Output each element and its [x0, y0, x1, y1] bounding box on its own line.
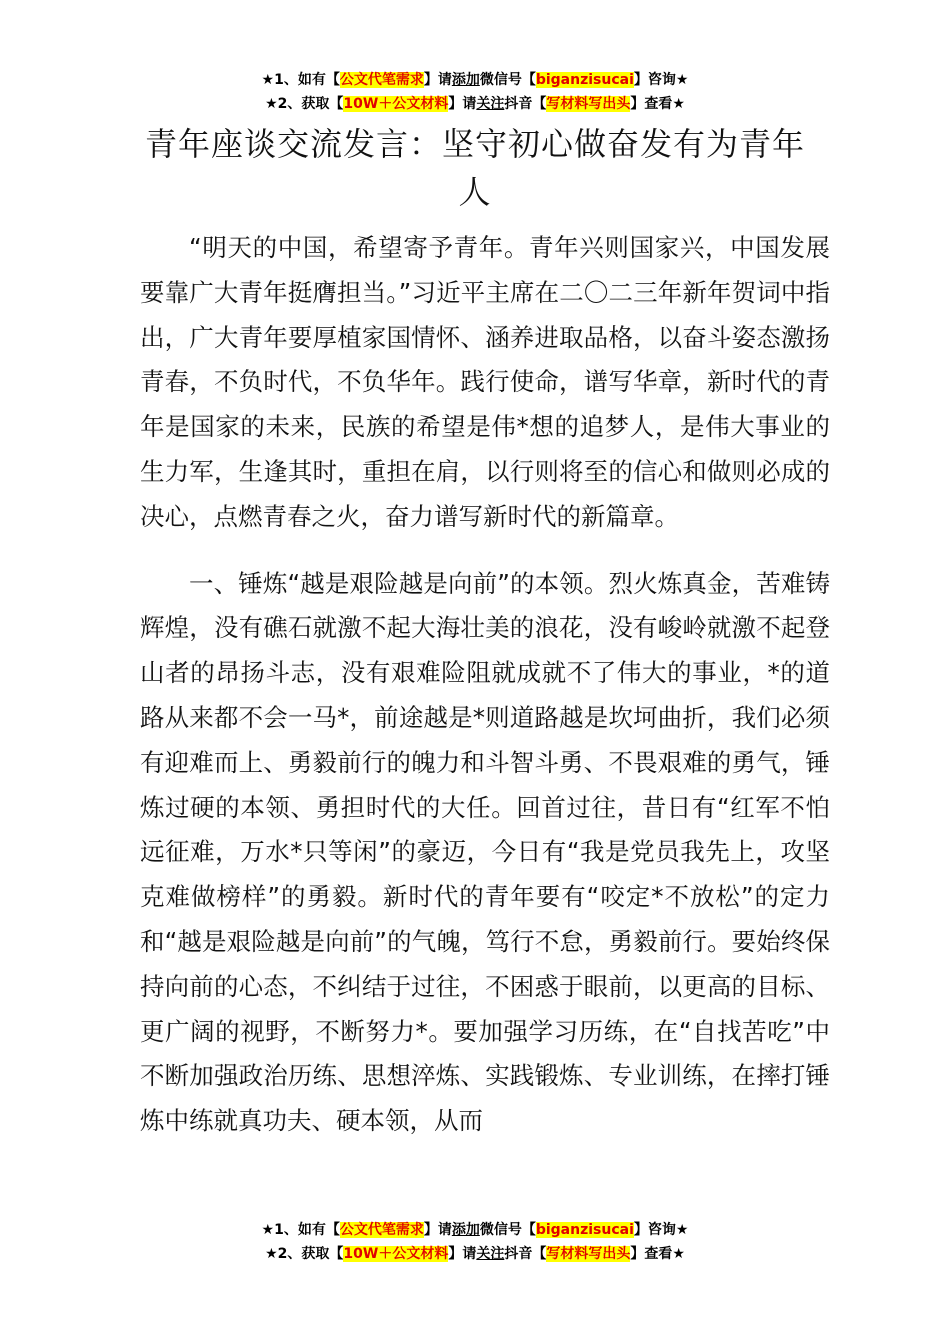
document-title: 青年座谈交流发言：坚守初心做奋发有为青年人	[144, 125, 805, 211]
banner-highlight: 公文代笔需求	[339, 1222, 424, 1238]
banner-wechat-id: biganzisucai	[535, 72, 634, 88]
header-banner	[0, 68, 950, 116]
banner-line-1: ★1、如有【公文代笔需求】请添加微信号【biganzisucai】咨询★	[261, 1222, 689, 1238]
banner-highlight: 10W＋公文材料	[343, 1246, 449, 1262]
paragraph: 一、锤炼“越是艰险越是向前”的本领。烈火炼真金，苦难铸辉煌，没有礁石就激不起大海壮美的浪花，没有峻岭就激不起登山者的昂扬斗志，没有艰难险阻就成就不了伟大的事业，*的道路从来都不会一马*，前途越是*则道路越是坎坷曲折，我们必须有迎难而上、勇毅前行的魄力和斗智斗勇、不畏艰难的勇气，锤炼过硬的本领、勇担时代的大任。回首过往，昔日有“红军不怕远征难，万水*只等闲”的豪迈，今日有“我是党员我先上，攻坚克难做榜样”的勇毅。新时代的青年要有“咬定*不放松”的定力和“越是艰险越是向前”的气魄，笃行不怠，勇毅前行。要始终保持向前的心态，不纠结于过往，不困惑于眼前，以更高的目标、更广阔的视野，不断努力*。要加强学习历练，在“自找苦吃”中不断加强政治历练、思想淬炼、实践锻炼、专业训练，在摔打锤炼中练就真功夫、硬本领，从而	[140, 568, 830, 1136]
banner-line-2: ★2、获取【10W＋公文材料】请关注抖音【写材料写出头】查看★	[265, 1246, 685, 1262]
footer-banner	[0, 1218, 950, 1266]
banner-douyin-id: 写材料写出头	[546, 1246, 631, 1262]
banner-douyin-id: 写材料写出头	[546, 96, 631, 112]
banner-highlight: 10W＋公文材料	[343, 96, 449, 112]
banner-line-1: ★1、如有【公文代笔需求】请添加微信号【biganzisucai】咨询★	[261, 72, 689, 88]
document-body	[140, 226, 830, 1144]
banner-line-2: ★2、获取【10W＋公文材料】请关注抖音【写材料写出头】查看★	[265, 96, 685, 112]
paragraph: “明天的中国，希望寄予青年。青年兴则国家兴，中国发展要靠广大青年挺膺担当。”习近平主席在二〇二三年新年贺词中指出，广大青年要厚植家国情怀、涵养进取品格，以奋斗姿态激扬青春，不负时代，不负华年。践行使命，谱写华章，新时代的青年是国家的未来，民族的希望是伟*想的追梦人，是伟大事业的生力军，生逢其时，重担在肩，以行则将至的信心和做则必成的决心，点燃青春之火，奋力谱写新时代的新篇章。	[140, 233, 830, 531]
banner-wechat-id: biganzisucai	[535, 1222, 634, 1238]
banner-highlight: 公文代笔需求	[339, 72, 424, 88]
